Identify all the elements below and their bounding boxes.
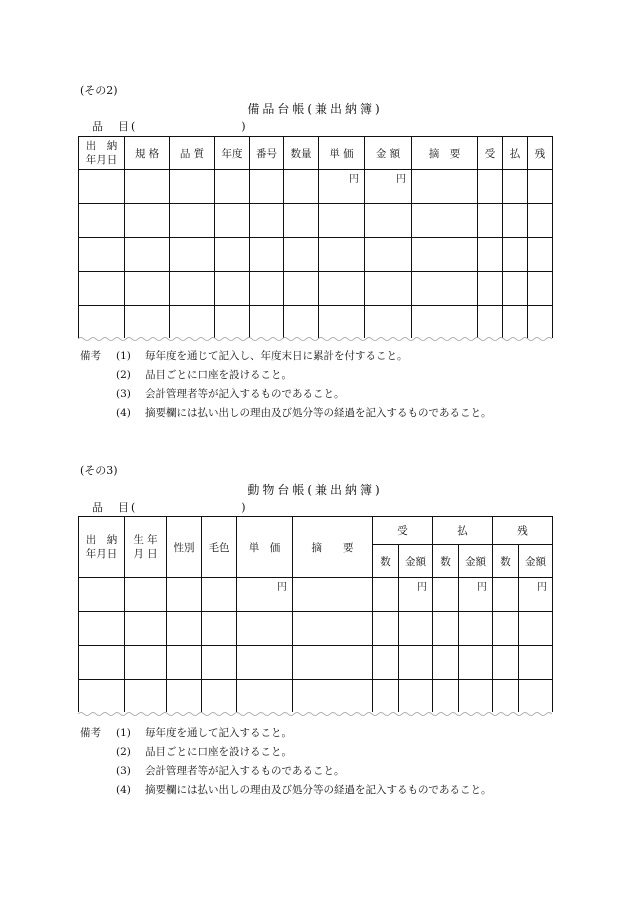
col-header-receive-amount: 金額 <box>399 545 433 578</box>
note-item <box>80 347 550 366</box>
note-item <box>80 385 550 404</box>
animal-ledger-table <box>78 516 553 712</box>
table-row <box>79 612 553 646</box>
table-row <box>79 646 553 680</box>
col-header-pay-amount: 金額 <box>459 545 493 578</box>
table-cell <box>170 170 215 204</box>
col-header-quality: 品 質 <box>170 137 215 170</box>
col-header-spec: 規 格 <box>125 137 170 170</box>
amount-yen-unit: 円 <box>365 170 412 204</box>
note-item <box>80 404 550 423</box>
col-header-summary: 摘 要 <box>412 137 478 170</box>
note-text: 摘要欄には払い出しの理由及び処分等の経過を記入するものであること。 <box>145 784 492 796</box>
col-header-balance: 残 <box>528 137 553 170</box>
note-item <box>80 781 550 800</box>
col-header-coat-color: 毛色 <box>202 517 237 578</box>
note-text: 品目ごとに口座を設けること。 <box>145 746 292 758</box>
col-header-amount: 金 額 <box>365 137 412 170</box>
section2-title: 備品台帳(兼出納簿) <box>247 102 383 116</box>
note-number: (2) <box>116 369 131 381</box>
table-cell <box>215 170 250 204</box>
col-header-date: 出 納 年月日 <box>79 137 125 170</box>
section3-notes <box>80 724 550 800</box>
note-number: (3) <box>116 388 131 400</box>
note-number: (1) <box>116 727 131 739</box>
table-cut-wave <box>78 711 553 717</box>
note-number: (4) <box>116 407 131 419</box>
table-cell <box>412 170 478 204</box>
col-header-sex: 性別 <box>167 517 202 578</box>
note-item <box>80 724 550 743</box>
note-number: (2) <box>116 746 131 758</box>
section2-item-label: 品 目( ) <box>92 120 248 133</box>
col-header-pay: 払 <box>433 517 493 545</box>
note-text: 毎年度を通じて記入し、年度末日に累計を付すること。 <box>145 350 408 362</box>
col-header-number: 番号 <box>250 137 284 170</box>
notes-prefix: 備考 <box>80 350 101 362</box>
table-row <box>79 238 553 272</box>
col-header-balance: 残 <box>493 517 553 545</box>
table-cut-wave <box>78 336 553 342</box>
table-row <box>79 306 553 338</box>
col-header-balance-amount: 金額 <box>519 545 553 578</box>
table-cell <box>503 170 528 204</box>
note-text: 品目ごとに口座を設けること。 <box>145 369 292 381</box>
section2-notes <box>80 347 550 423</box>
table-row <box>79 578 553 612</box>
notes-prefix: 備考 <box>80 727 101 739</box>
note-text: 会計管理者等が記入するものであること。 <box>145 765 345 777</box>
col-header-receive: 受 <box>478 137 503 170</box>
note-item <box>80 762 550 781</box>
unit-price-yen-unit: 円 <box>319 170 365 204</box>
pay-amount-yen-unit: 円 <box>459 578 493 612</box>
col-header-date: 出 納 年月日 <box>79 517 125 578</box>
section2-label: (その2) <box>80 84 118 97</box>
table-row <box>79 170 553 204</box>
note-item <box>80 743 550 762</box>
section3-title: 動物台帳(兼出納簿) <box>247 483 383 497</box>
col-header-pay: 払 <box>503 137 528 170</box>
note-number: (3) <box>116 765 131 777</box>
note-number: (4) <box>116 784 131 796</box>
col-header-receive: 受 <box>373 517 433 545</box>
table-cell <box>125 170 170 204</box>
table-header-row <box>79 137 553 170</box>
note-item <box>80 366 550 385</box>
note-text: 毎年度を通して記入すること。 <box>145 727 292 739</box>
col-header-year: 年度 <box>215 137 250 170</box>
col-header-receive-qty: 数 <box>373 545 399 578</box>
table-row <box>79 204 553 238</box>
note-text: 摘要欄には払い出しの理由及び処分等の経過を記入するものであること。 <box>145 407 492 419</box>
col-header-unit-price: 単 価 <box>237 517 293 578</box>
section3-label: (その3) <box>80 464 118 477</box>
table-cell <box>528 170 553 204</box>
balance-amount-yen-unit: 円 <box>519 578 553 612</box>
equipment-ledger-table <box>78 136 553 338</box>
table-row <box>79 272 553 306</box>
receive-amount-yen-unit: 円 <box>399 578 433 612</box>
table-cell <box>79 170 125 204</box>
note-number: (1) <box>116 350 131 362</box>
col-header-unit-price: 単 価 <box>319 137 365 170</box>
col-header-balance-qty: 数 <box>493 545 519 578</box>
col-header-pay-qty: 数 <box>433 545 459 578</box>
table-cell <box>284 170 319 204</box>
col-header-summary: 摘 要 <box>293 517 373 578</box>
table-row <box>79 680 553 712</box>
unit-price-yen-unit: 円 <box>237 578 293 612</box>
section3-item-label: 品 目( ) <box>92 501 248 514</box>
table-header-row <box>79 517 553 545</box>
col-header-birthdate: 生 年 月 日 <box>125 517 167 578</box>
table-cell <box>250 170 284 204</box>
table-cell <box>478 170 503 204</box>
col-header-quantity: 数量 <box>284 137 319 170</box>
note-text: 会計管理者等が記入するものであること。 <box>145 388 345 400</box>
